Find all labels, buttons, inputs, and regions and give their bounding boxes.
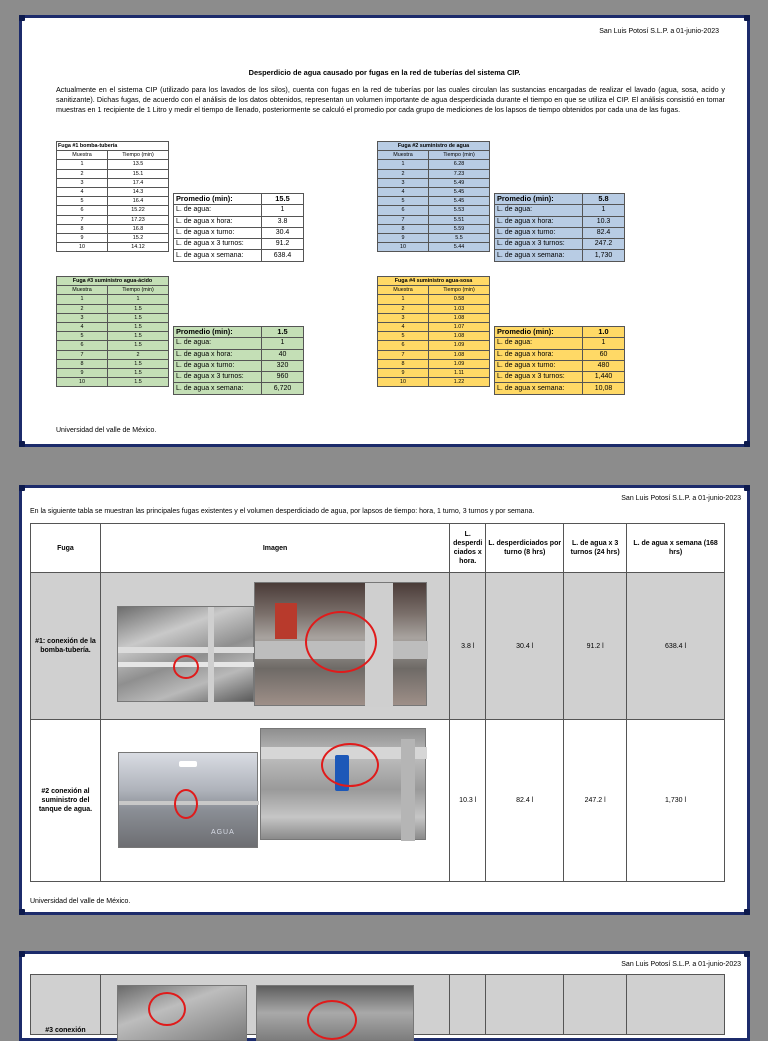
col-litros-hora: L. desperdi ciados x hora. (450, 524, 486, 573)
header-date: San Luis Potosí S.L.P. a 01-junio-2023 (599, 28, 719, 35)
muestra-cell: 7 (57, 215, 108, 224)
table-row (378, 304, 490, 313)
table-row (378, 359, 490, 368)
fuga-3-photo-b (256, 985, 414, 1041)
table-intro: En la siguiente tabla se muestran las principales fugas existentes y el volumen desperdiciado de agua, por lapsos de tiempo: hora, 1 turno, 3 turnos y por semana. (30, 508, 535, 515)
stat-row (174, 227, 304, 238)
fuga-2-litros-semana: 1,730 l (627, 720, 725, 882)
stat-label: L. de agua x 3 turnos: (174, 372, 262, 383)
fuga-2-litros-turno: 82.4 l (486, 720, 564, 882)
tiempo-cell: 14.3 (108, 187, 169, 196)
tiempo-cell: 1.5 (108, 359, 169, 368)
stat-value: 10,08 (583, 383, 625, 394)
stat-value: 638.4 (262, 250, 304, 261)
stat-value: 91.2 (262, 239, 304, 250)
muestra-cell: 5 (57, 197, 108, 206)
tiempo-cell: 5.45 (429, 187, 490, 196)
table-row (57, 368, 169, 377)
table-row (378, 322, 490, 331)
tiempo-cell: 1.07 (429, 322, 490, 331)
stat-value: 480 (583, 360, 625, 371)
fuga-1-samples-table (56, 141, 169, 252)
stat-value: 10.3 (583, 216, 625, 227)
table-row (378, 341, 490, 350)
muestra-cell: 5 (57, 332, 108, 341)
stat-label: L. de agua x hora: (174, 349, 262, 360)
stat-row (495, 372, 625, 383)
stat-label: Promedio (min): (174, 194, 262, 205)
fuga-1-litros-hora: 3.8 l (450, 573, 486, 720)
tiempo-cell: 5.53 (429, 206, 490, 215)
stat-value: 5.8 (583, 194, 625, 205)
stat-row (495, 360, 625, 371)
fuga-2-samples-table (377, 141, 490, 252)
table-row (57, 197, 169, 206)
fuga-3-photo-a (117, 985, 247, 1041)
table-row (31, 720, 725, 882)
table-row (57, 332, 169, 341)
stat-value: 1.5 (262, 327, 304, 338)
leak-marker-circle (174, 789, 198, 819)
stat-row (174, 360, 304, 371)
fuga-2-title: Fuga #2 suministro de agua (378, 142, 490, 151)
stat-value: 1,730 (583, 250, 625, 261)
table-row (378, 206, 490, 215)
muestra-cell: 4 (378, 187, 429, 196)
col-imagen: Imagen (100, 524, 449, 573)
muestra-cell: 9 (378, 233, 429, 242)
stat-row (174, 239, 304, 250)
table-row (378, 215, 490, 224)
col-muestra: Muestra (378, 151, 429, 160)
stat-row (174, 194, 304, 205)
muestra-cell: 8 (378, 224, 429, 233)
fuga-1-photo-pipe (254, 582, 427, 706)
stat-label: L. de agua x turno: (495, 227, 583, 238)
stat-row (495, 227, 625, 238)
muestra-cell: 8 (57, 359, 108, 368)
fuga-3-samples-table (56, 276, 169, 387)
muestra-cell: 4 (57, 187, 108, 196)
fuga-1-title: Fuga #1 bomba-tubería (57, 142, 169, 151)
table-row (57, 160, 169, 169)
fuga-4-samples-table (377, 276, 490, 387)
stat-value: 1 (583, 338, 625, 349)
muestra-cell: 7 (378, 215, 429, 224)
muestra-cell: 9 (57, 233, 108, 242)
muestra-cell: 5 (378, 197, 429, 206)
stat-label: L. de agua: (495, 205, 583, 216)
col-tiempo: Tiempo (min) (108, 286, 169, 295)
table-row (57, 304, 169, 313)
fuga-2-photo-pipe (260, 728, 426, 840)
stat-label: L. de agua x semana: (495, 383, 583, 394)
stat-row (495, 327, 625, 338)
table-row (57, 206, 169, 215)
table-row (378, 332, 490, 341)
table-row (57, 224, 169, 233)
fuga-3-title: Fuga #3 suministro agua-ácido (57, 277, 169, 286)
fuga-1-litros-semana: 638.4 l (627, 573, 725, 720)
tiempo-cell: 5.59 (429, 224, 490, 233)
stat-value: 6,720 (262, 383, 304, 394)
tiempo-cell: 0.58 (429, 295, 490, 304)
stat-label: Promedio (min): (495, 327, 583, 338)
tiempo-cell: 15.1 (108, 169, 169, 178)
col-fuga: Fuga (31, 524, 101, 573)
footer: Universidad del valle de México. (30, 898, 131, 905)
table-row (378, 350, 490, 359)
fuga-1-litros-turno: 30.4 l (486, 573, 564, 720)
muestra-cell: 6 (57, 206, 108, 215)
col-tiempo: Tiempo (min) (429, 151, 490, 160)
tiempo-cell: 17.4 (108, 178, 169, 187)
col-tiempo: Tiempo (min) (429, 286, 490, 295)
page-3 (19, 951, 750, 1041)
col-tiempo: Tiempo (min) (108, 151, 169, 160)
stat-label: L. de agua x hora: (495, 349, 583, 360)
table-row (378, 178, 490, 187)
tiempo-cell: 5.44 (429, 243, 490, 252)
page-1 (19, 15, 750, 447)
tiempo-cell: 15.2 (108, 233, 169, 242)
fuga-2-photo-tank (118, 752, 258, 848)
stat-label: L. de agua x semana: (495, 250, 583, 261)
table-row (57, 378, 169, 387)
fuga-3-name: #3 conexión (31, 975, 101, 1035)
leak-marker-circle (307, 1000, 357, 1040)
table-row (57, 233, 169, 242)
muestra-cell: 3 (57, 178, 108, 187)
stat-label: L. de agua x hora: (495, 216, 583, 227)
fuga-2-litros-3-turnos: 247.2 l (564, 720, 627, 882)
table-row (57, 215, 169, 224)
stat-label: L. de agua x turno: (174, 360, 262, 371)
muestra-cell: 1 (378, 295, 429, 304)
stat-label: L. de agua x 3 turnos: (495, 372, 583, 383)
intro-paragraph: Actualmente en el sistema CIP (utilizado para los lavados de los silos), cuenta con fugas en la red de tuberías por las cuales circulan las sustancias encargadas de realizar el lavado (agua, sosa, acido y sanitizante). Dichas fugas, de acuerdo con el análisis de los datos obtenidos, representan un volumen importante de agua desperdiciada durante el tiempo en que se utiliza el CIP. El análisis consistió en tomar muestras en 1 recipiente de 1 Litro y medir el tiempo de llenado, posteriormente se calculó el promedio por cada grupo de mediciones de los lapsos de tiempo obtenidos por cada una de las fugas. (56, 85, 725, 114)
stat-row (495, 349, 625, 360)
stat-value: 30.4 (262, 227, 304, 238)
fuga-2-stats-table (494, 193, 625, 262)
col-litros-turno: L. desperdiciados por turno (8 hrs) (486, 524, 564, 573)
stat-value: 40 (262, 349, 304, 360)
table-row (378, 197, 490, 206)
table-row (378, 378, 490, 387)
stat-row (495, 250, 625, 261)
stat-value: 1 (583, 205, 625, 216)
fuga-3-images (100, 975, 449, 1035)
stat-value: 60 (583, 349, 625, 360)
tiempo-cell: 13.5 (108, 160, 169, 169)
table-row (378, 160, 490, 169)
tiempo-cell: 1.5 (108, 322, 169, 331)
stat-label: L. de agua: (174, 338, 262, 349)
table-row (57, 359, 169, 368)
muestra-cell: 10 (57, 243, 108, 252)
table-row (378, 187, 490, 196)
fuga-1-photo-pump (117, 606, 254, 702)
stat-value: 960 (262, 372, 304, 383)
muestra-cell: 10 (378, 243, 429, 252)
tiempo-cell: 1.5 (108, 378, 169, 387)
tiempo-cell: 14.12 (108, 243, 169, 252)
table-row (378, 368, 490, 377)
table-row (57, 350, 169, 359)
tiempo-cell: 2 (108, 350, 169, 359)
tiempo-cell: 1.22 (429, 378, 490, 387)
muestra-cell: 2 (378, 304, 429, 313)
table-row (378, 169, 490, 178)
leak-marker-circle (148, 992, 186, 1026)
muestra-cell: 3 (378, 178, 429, 187)
tiempo-cell: 15.22 (108, 206, 169, 215)
stat-row (174, 216, 304, 227)
fuga-2-litros-hora: 10.3 l (450, 720, 486, 882)
muestra-cell: 4 (57, 322, 108, 331)
stat-row (495, 383, 625, 394)
table-row (57, 169, 169, 178)
stat-label: L. de agua x 3 turnos: (174, 239, 262, 250)
col-litros-3-turnos: L. de agua x 3 turnos (24 hrs) (564, 524, 627, 573)
stat-row (174, 372, 304, 383)
fuga-1-name: #1: conexión de la bomba-tubería. (31, 573, 101, 720)
document-title: Desperdicio de agua causado por fugas en la red de tuberías del sistema CIP. (248, 68, 521, 77)
muestra-cell: 3 (57, 313, 108, 322)
page-2 (19, 485, 750, 915)
stat-row (174, 338, 304, 349)
muestra-cell: 9 (57, 368, 108, 377)
stat-label: L. de agua x 3 turnos: (495, 239, 583, 250)
stat-value: 320 (262, 360, 304, 371)
muestra-cell: 10 (57, 378, 108, 387)
muestra-cell: 6 (57, 341, 108, 350)
muestra-cell: 2 (57, 304, 108, 313)
leak-marker-circle (305, 611, 377, 673)
fuga-4-title: Fuga #4 suministro agua-sosa (378, 277, 490, 286)
tiempo-cell: 5.51 (429, 215, 490, 224)
tiempo-cell: 1.08 (429, 350, 490, 359)
muestra-cell: 6 (378, 341, 429, 350)
stat-row (495, 239, 625, 250)
tiempo-cell: 5.45 (429, 197, 490, 206)
stat-value: 15.5 (262, 194, 304, 205)
stat-label: L. de agua: (174, 205, 262, 216)
stat-row (174, 383, 304, 394)
col-muestra: Muestra (378, 286, 429, 295)
muestra-cell: 6 (378, 206, 429, 215)
tank-label: AGUA (210, 829, 235, 836)
tiempo-cell: 1.5 (108, 313, 169, 322)
stat-label: L. de agua x semana: (174, 250, 262, 261)
fuga-2-images (100, 720, 449, 882)
stat-row (495, 205, 625, 216)
tiempo-cell: 5.49 (429, 178, 490, 187)
muestra-cell: 1 (378, 160, 429, 169)
leak-marker-circle (321, 743, 379, 787)
fuga-2-name: #2 conexión al suministro del tanque de agua. (31, 720, 101, 882)
col-muestra: Muestra (57, 151, 108, 160)
fuga-1-images (100, 573, 449, 720)
stat-label: L. de agua x turno: (495, 360, 583, 371)
stat-value: 1,440 (583, 372, 625, 383)
tiempo-cell: 1.09 (429, 359, 490, 368)
col-muestra: Muestra (57, 286, 108, 295)
table-row (378, 233, 490, 242)
stat-value: 1 (262, 338, 304, 349)
stat-value: 3.8 (262, 216, 304, 227)
stat-label: Promedio (min): (174, 327, 262, 338)
tiempo-cell: 1.5 (108, 304, 169, 313)
fuga-1-stats-table (173, 193, 304, 262)
muestra-cell: 2 (57, 169, 108, 178)
muestra-cell: 10 (378, 378, 429, 387)
tiempo-cell: 16.8 (108, 224, 169, 233)
muestra-cell: 1 (57, 160, 108, 169)
table-row (31, 573, 725, 720)
tiempo-cell: 17.23 (108, 215, 169, 224)
tiempo-cell: 1.5 (108, 341, 169, 350)
stat-label: L. de agua x turno: (174, 227, 262, 238)
muestra-cell: 8 (57, 224, 108, 233)
stat-row (495, 194, 625, 205)
table-row (57, 295, 169, 304)
muestra-cell: 1 (57, 295, 108, 304)
tiempo-cell: 1.09 (429, 341, 490, 350)
table-row (378, 243, 490, 252)
tiempo-cell: 1.5 (108, 332, 169, 341)
muestra-cell: 3 (378, 313, 429, 322)
table-row (31, 975, 725, 1035)
stat-row (495, 338, 625, 349)
tiempo-cell: 1.08 (429, 313, 490, 322)
stat-row (495, 216, 625, 227)
tiempo-cell: 16.4 (108, 197, 169, 206)
muestra-cell: 8 (378, 359, 429, 368)
muestra-cell: 5 (378, 332, 429, 341)
table-row (57, 243, 169, 252)
leaks-summary-table-continued (30, 974, 725, 1035)
muestra-cell: 7 (378, 350, 429, 359)
tiempo-cell: 1.08 (429, 332, 490, 341)
fuga-4-stats-table (494, 326, 625, 395)
tiempo-cell: 1.03 (429, 304, 490, 313)
table-row (378, 224, 490, 233)
muestra-cell: 2 (378, 169, 429, 178)
stat-row (174, 327, 304, 338)
header-date: San Luis Potosí S.L.P. a 01-junio-2023 (621, 961, 741, 968)
stat-label: Promedio (min): (495, 194, 583, 205)
table-row (57, 313, 169, 322)
table-row (57, 341, 169, 350)
leak-marker-circle (173, 655, 199, 679)
header-date: San Luis Potosí S.L.P. a 01-junio-2023 (621, 495, 741, 502)
fuga-3-stats-table (173, 326, 304, 395)
muestra-cell: 4 (378, 322, 429, 331)
tiempo-cell: 1.5 (108, 368, 169, 377)
muestra-cell: 9 (378, 368, 429, 377)
table-row (57, 187, 169, 196)
stat-value: 1.0 (583, 327, 625, 338)
table-row (57, 322, 169, 331)
stat-label: L. de agua x semana: (174, 383, 262, 394)
stat-row (174, 349, 304, 360)
stat-value: 82.4 (583, 227, 625, 238)
stat-label: L. de agua: (495, 338, 583, 349)
stat-value: 247.2 (583, 239, 625, 250)
muestra-cell: 7 (57, 350, 108, 359)
tiempo-cell: 7.23 (429, 169, 490, 178)
tiempo-cell: 6.28 (429, 160, 490, 169)
stat-value: 1 (262, 205, 304, 216)
tiempo-cell: 1 (108, 295, 169, 304)
stat-row (174, 205, 304, 216)
fuga-1-litros-3-turnos: 91.2 l (564, 573, 627, 720)
stat-label: L. de agua x hora: (174, 216, 262, 227)
footer: Universidad del valle de México. (56, 427, 157, 434)
leaks-summary-table (30, 523, 725, 882)
table-row (378, 313, 490, 322)
tiempo-cell: 5.5 (429, 233, 490, 242)
table-row (378, 295, 490, 304)
col-litros-semana: L. de agua x semana (168 hrs) (627, 524, 725, 573)
table-row (57, 178, 169, 187)
tiempo-cell: 1.11 (429, 368, 490, 377)
stat-row (174, 250, 304, 261)
